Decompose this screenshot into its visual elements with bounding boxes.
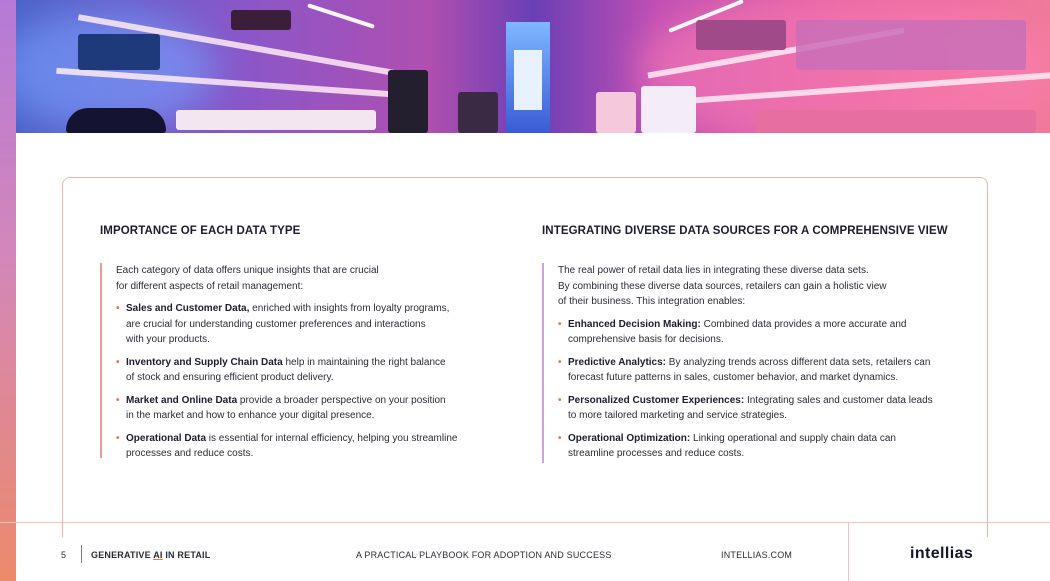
bullet-dot-icon: • [116,394,120,406]
bullet-text: provide a broader perspective on your position in the market and how to enhance your digital presence. [126,394,446,421]
guide-title [91,550,210,560]
guide-subtitle: A PRACTICAL PLAYBOOK FOR ADOPTION AND SUCCESS [356,550,612,560]
left-accent-bar [100,263,102,458]
bullet-dot-icon: • [116,356,120,368]
bullet-text: By analyzing trends across different data sets, retailers can forecast future patterns in sales, customer behavior, and market dynamics. [568,356,931,383]
bullet-bold: Sales and Customer Data, [126,303,250,314]
bullet-dot-icon: • [558,394,562,406]
list-item [558,317,972,348]
bullet-text: is essential for internal efficiency, helping you streamline processes and reduce costs. [126,432,458,459]
left-column [100,263,520,462]
list-item [558,431,972,462]
bullet-text: Combined data provides a more accurate and comprehensive basis for decisions. [568,318,907,345]
bullet-text: help in maintaining the right balance of stock and ensuring efficient product delivery. [126,356,446,383]
bullet-dot-icon: • [116,432,120,444]
list-item [116,301,520,348]
list-item [558,393,972,424]
website-link[interactable]: INTELLIAS.COM [721,550,793,560]
side-gradient-bar [0,0,16,581]
left-bullet-list [116,301,520,462]
footer-vertical-divider [848,522,849,581]
left-intro: Each category of data offers unique insights that are crucial for different aspects of retail management: [116,265,379,292]
list-item [116,355,520,386]
bullet-bold: Operational Data [126,432,207,444]
bullet-dot-icon: • [116,303,120,314]
list-item [116,393,520,424]
bullet-text: Integrating sales and customer data leads to more tailored marketing and service strategies. [568,394,933,421]
bullet-text: enriched with insights from loyalty programs, are crucial for understanding customer preferences and interactions with your products. [126,303,450,345]
footer-separator [81,545,82,563]
list-item [558,355,972,386]
bullet-bold: Inventory and Supply Chain Data [126,356,283,368]
bullet-bold: Predictive Analytics: [568,356,667,368]
right-column-title: INTEGRATING DIVERSE DATA SOURCES FOR A COMPREHENSIVE VIEW [542,225,948,237]
guide-title-ai: AI [153,550,163,560]
bullet-bold: Personalized Customer Experiences: [568,394,745,406]
guide-title-part1: GENERATIVE [91,550,154,560]
hero-store-photo [16,0,1050,133]
bullet-bold: Operational Optimization: [568,432,691,444]
bullet-dot-icon: • [558,318,562,330]
bullet-bold: Enhanced Decision Making: [568,318,701,330]
list-item [116,431,520,462]
left-column-title: IMPORTANCE OF EACH DATA TYPE [100,225,301,237]
intellias-logo: intellias [910,545,974,562]
page-number: 5 [61,550,67,560]
right-accent-bar [542,263,544,463]
bullet-dot-icon: • [558,432,562,444]
guide-title-part3: IN RETAIL [162,550,211,560]
right-column [542,263,972,462]
right-intro: The real power of retail data lies in integrating these diverse data sets. By combining these diverse data sources, retailers can gain a holistic view of their business. This integration enables: [558,265,887,307]
bullet-dot-icon: • [558,356,562,368]
footer-divider [0,522,1050,523]
bullet-bold: Market and Online Data [126,394,238,406]
bullet-text: Linking operational and supply chain data can streamline processes and reduce costs. [568,432,896,459]
right-bullet-list [558,317,972,462]
